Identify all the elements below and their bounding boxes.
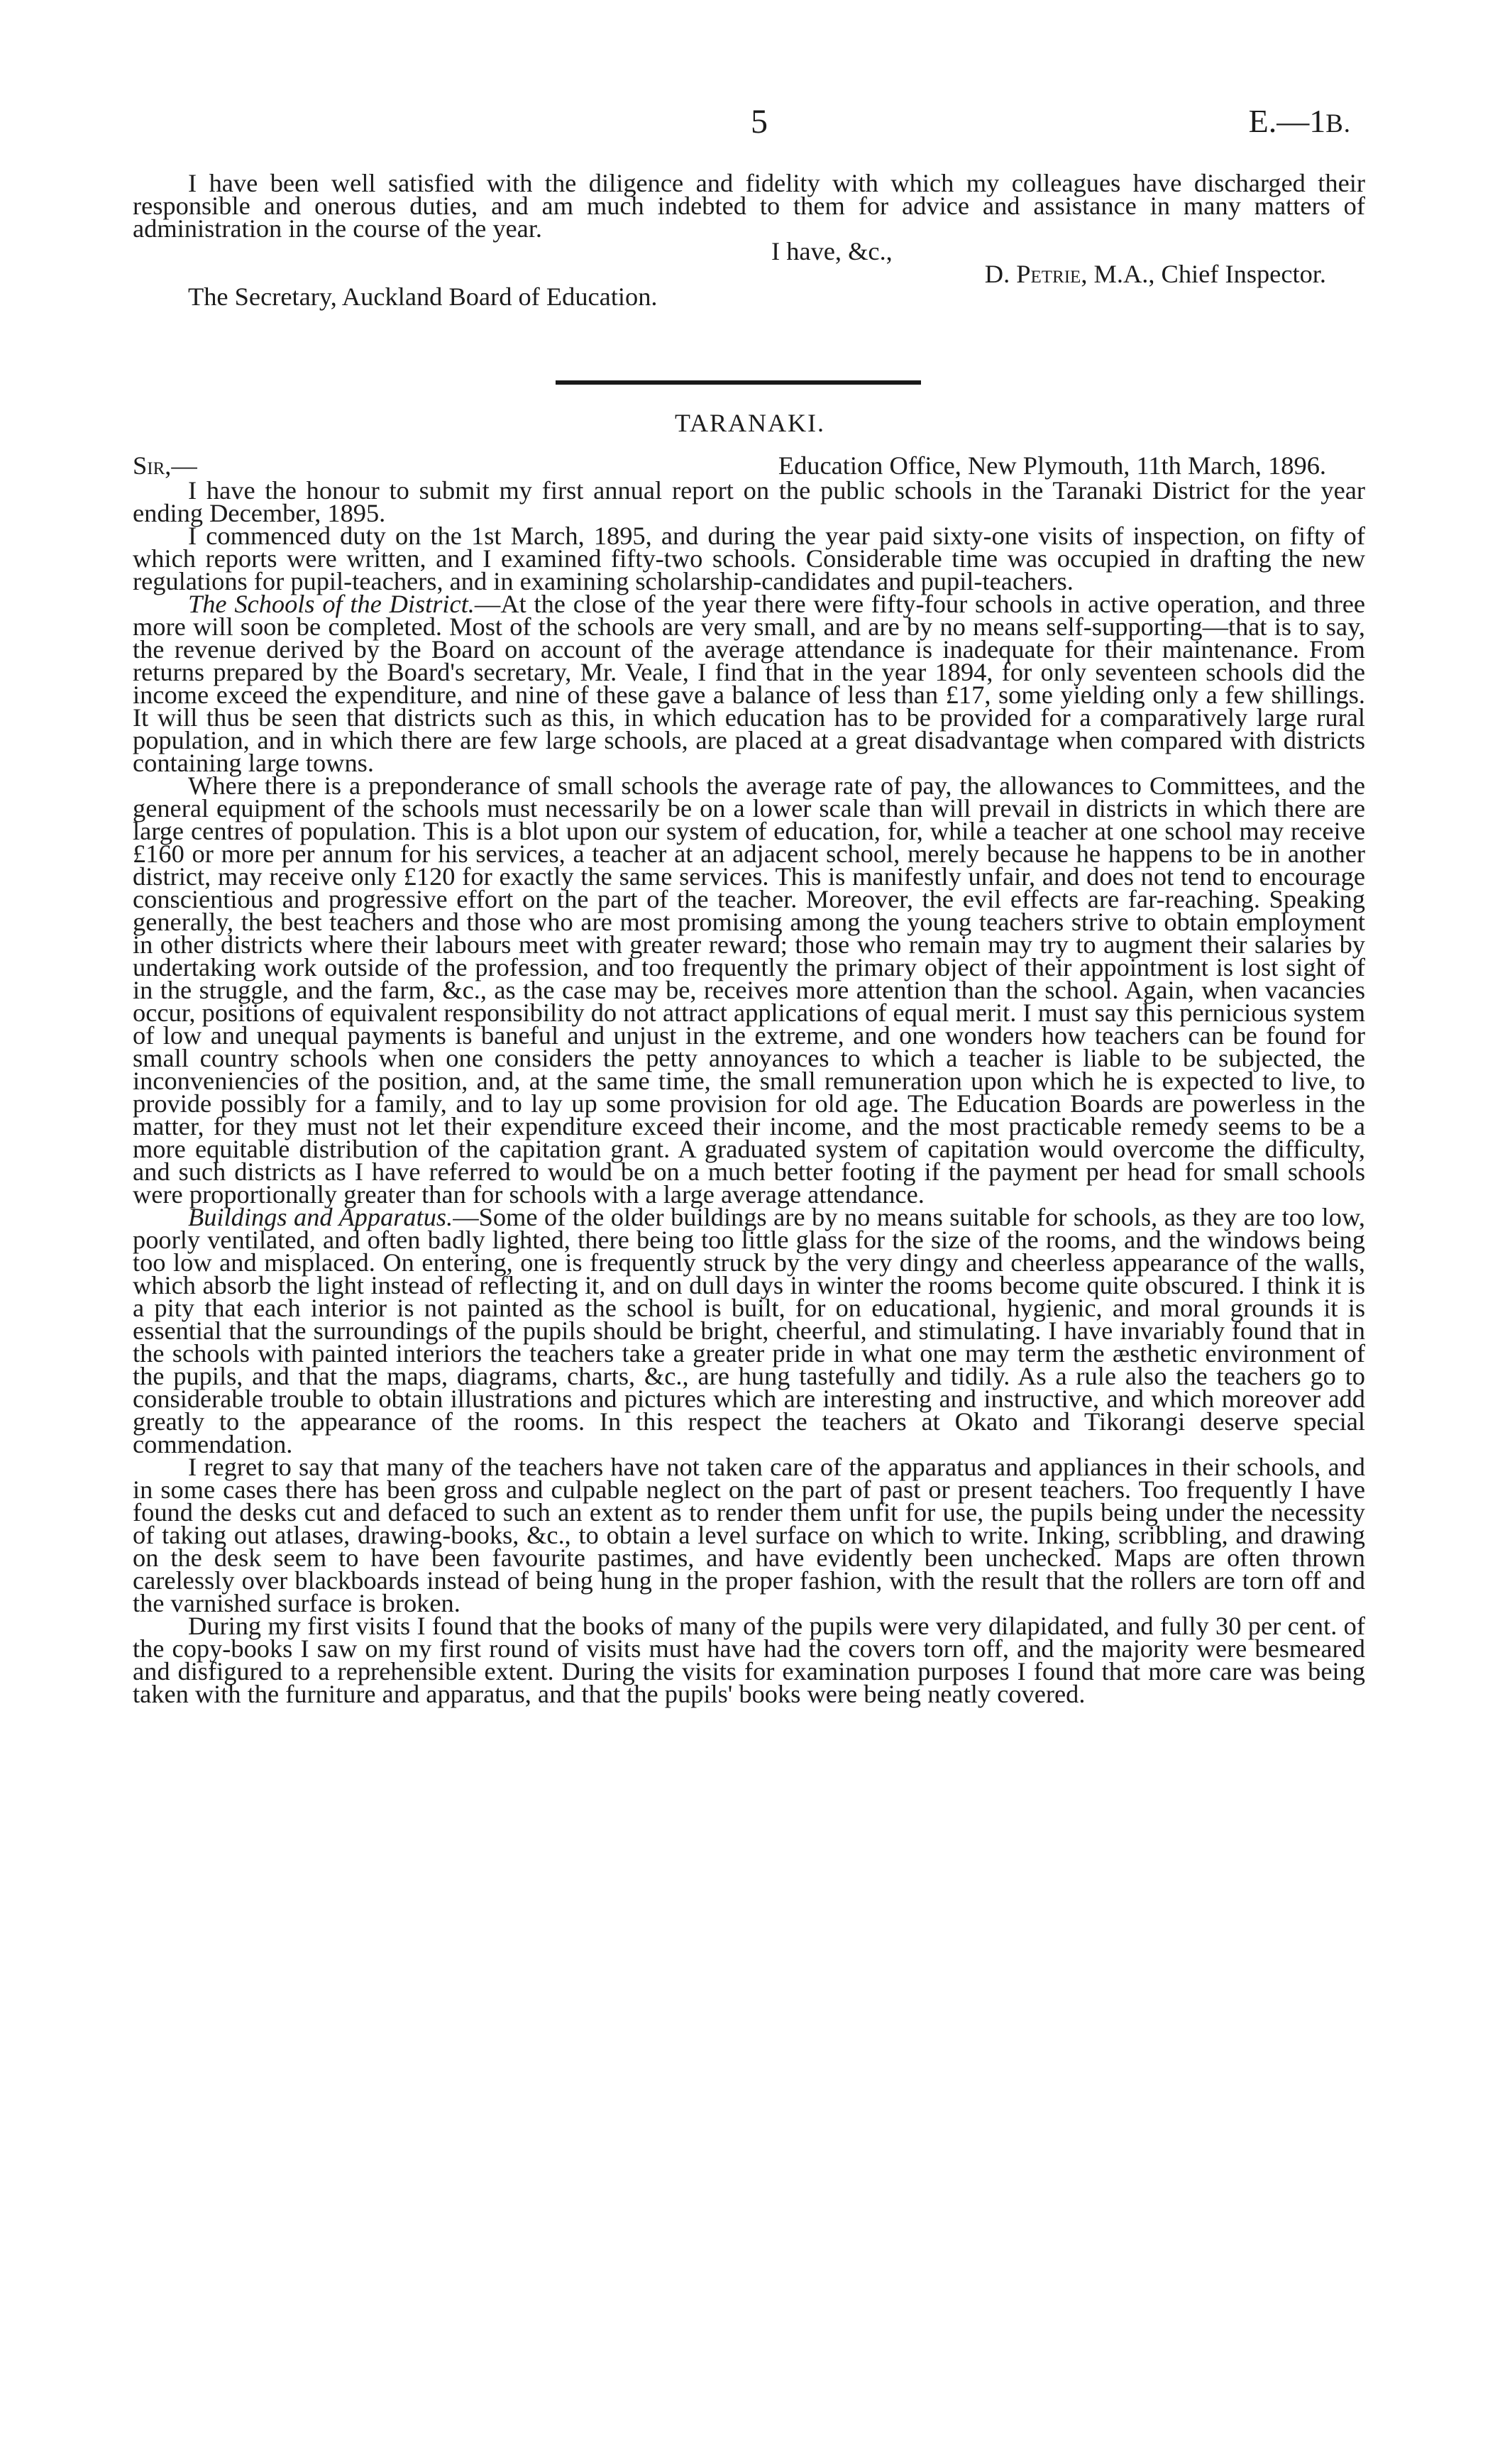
- paragraph-1: I have the honour to submit my first annual report on the public schools in the Taranaki District for the year ending December, 1895.: [133, 476, 1365, 527]
- paragraph-3: [133, 590, 1365, 777]
- paragraph-6: I regret to say that many of the teachers have not taken care of the apparatus and appliances in their schools, and in some cases there has been gross and culpable neglect on the part of past or present teachers. Too frequently I have found the desks cut and defaced to such an extent as to render them unfit for use, the pupils being under the necessity of taking out atlases, drawing-books, &c., to obtain a level surface on which to write. Inking, scribbling, and drawing on the desk seem to have been favourite pastimes, and have evidently been unchecked. Maps are often thrown carelessly over blackboards instead of being hung in the proper fashion, with the result that the rollers are torn off and the varnished surface is broken.: [133, 1453, 1365, 1617]
- paragraph-3-text: —At the close of the year there were fifty-four schools in active operation, and three more will soon be completed. Most of the schools are very small, and are by no means self-supporting—that is to say, the revenue derived by the Board on account of the average attendance is inadequate for their maintenance. From returns prepared by the Board's secretary, Mr. Veale, I find that in the year 1894, for only seventeen schools did the income exceed the expenditure, and nine of these gave a balance of less than £17, some yielding only a few shillings. It will thus be seen that districts such as this, in which education has to be provided for a comparatively large rural population, and in which there are few large schools, are placed at a great disadvantage when compared with districts containing large towns.: [133, 590, 1365, 777]
- document-reference: [1249, 105, 1351, 138]
- paragraph-4: Where there is a preponderance of small schools the average rate of pay, the allowances to Committees, and the general equipment of the schools must necessarily be on a lower scale than will prevail in districts in which there are large centres of population. This is a blot upon our system of education, for, while a teacher at one school may receive £160 or more per annum for his services, a teacher at an adjacent school, merely because he happens to be in another district, may receive only £120 for exactly the same services. This is manifestly unfair, and does not tend to encourage conscientious and progressive effort on the part of the teacher. Moreover, the evil effects are far-reaching. Speaking generally, the best teachers and those who are most promising among the young teachers strive to obtain employment in other districts where their labours meet with greater reward; those who remain may try to augment their salaries by undertaking work outside of the profession, and too frequently the primary object of their appointment is lost sight of in the struggle, and the farm, &c., as the case may be, receives more attention than the school. Again, when vacancies occur, positions of equivalent responsibility do not attract applications of equal merit. I must say this pernicious system of low and unequal payments is baneful and unjust in the extreme, and one wonders how teachers can be found for small country schools when one considers the petty annoyances to which a teacher is liable to be subjected, the inconveniencies of the position, and, at the same time, the small remuneration upon which he is expected to live, to provide possibly for a family, and to lay up some provision for old age. The Education Boards are powerless in the matter, for they must not let their expenditure exceed their income, and the most practicable remedy seems to be a more equitable distribution of the capitation grant. A graduated system of capitation would overcome the difficulty, and such districts as I have referred to would be on a much better footing if the payment per head for small schools were proportionally greater than for schools with a large average attendance.: [133, 771, 1365, 1209]
- signature-title: M.A., Chief Inspector.: [1093, 260, 1326, 288]
- report-body: [133, 476, 1365, 1708]
- paragraph-2: I commenced duty on the 1st March, 1895, and during the year paid sixty-one visits of inspection, on fifty of which reports were written, and I examined fifty-two schools. Considerable time was occupied in drafting the new regulations for pupil-teachers, and in examining scholarship-candidates and pupil-teachers.: [133, 522, 1365, 595]
- paragraph-5: [133, 1203, 1365, 1458]
- intro-paragraph: I have been well satisfied with the diligence and fidelity with which my colleagues have discharged their responsible and onerous duties, and am much indebted to them for advice and assistance in many matters of administration in the course of the year.: [133, 169, 1365, 243]
- salutation: Sir,—: [133, 451, 197, 480]
- addressee-line: The Secretary, Auckland Board of Education.: [188, 282, 658, 311]
- buildings-heading: Buildings and Apparatus.: [188, 1203, 453, 1231]
- page-number: 5: [751, 103, 768, 141]
- doc-ref-suffix: B.: [1325, 109, 1351, 138]
- schools-heading: The Schools of the District.: [188, 590, 475, 618]
- date-line: Education Office, New Plymouth, 11th March, 1896.: [778, 451, 1326, 480]
- intro-block: [133, 169, 1365, 311]
- doc-ref-prefix: E.—1: [1248, 103, 1326, 139]
- section-divider: [556, 380, 921, 385]
- paragraph-5-text: —Some of the older buildings are by no means suitable for schools, as they are too low, poorly ventilated, and often badly lighted, there being too little glass for the size of the rooms, and the windows being too low and misplaced. On entering, one is frequently struck by the very dingy and cheerless appearance of the walls, which absorb the light instead of reflecting it, and on dull days in winter the rooms become quite obscured. I think it is a pity that each interior is not painted as the school is built, for on educational, hygienic, and moral grounds it is essential that the surroundings of the pupils should be bright, cheerful, and stimulating. I have invariably found that in the schools with painted interiors the teachers take a greater pride in what one may term the æsthetic environment of the pupils, and that the maps, diagrams, charts, &c., are hung tastefully and tidily. As a rule also the teachers go to considerable trouble to obtain illustrations and pictures which are interesting and instructive, and which moreover add greatly to the appearance of the rooms. In this respect the teachers at Okato and Tikorangi deserve special commendation.: [133, 1203, 1365, 1458]
- section-title: TARANAKI.: [674, 409, 826, 437]
- closing-line: I have, &c.,: [771, 237, 893, 265]
- paragraph-7: During my first visits I found that the books of many of the pupils were very dilapidated, and fully 30 per cent. of the copy-books I saw on my first round of visits must have had the covers torn off, and the majority were besmeared and disfigured to a reprehensible extent. During the visits for examination purposes I found that more care was being taken with the furniture and apparatus, and that the pupils' books were being neatly covered.: [133, 1612, 1365, 1708]
- signature-name: D. Petrie,: [984, 260, 1088, 288]
